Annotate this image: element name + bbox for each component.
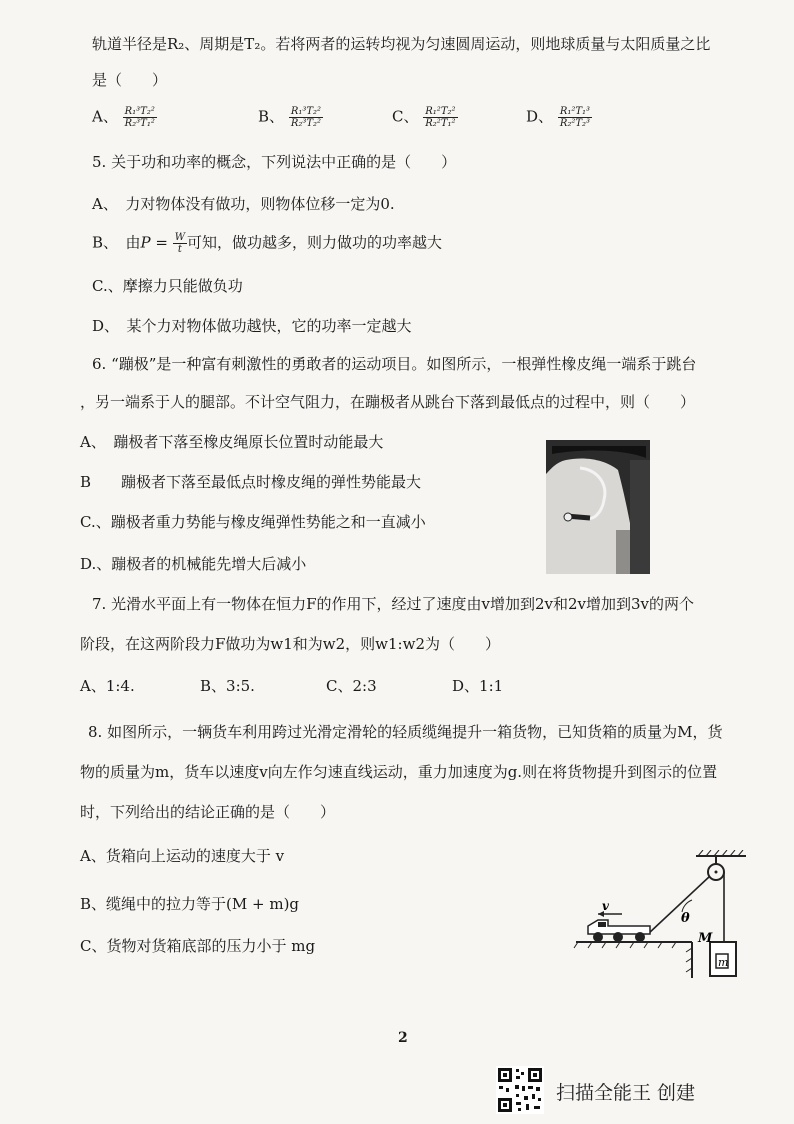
qr-code-icon (496, 1066, 544, 1114)
q5-power-fraction: $\frac{W}{t}$ (174, 232, 186, 255)
q5-option-a: A、 力对物体没有做功，则物体位移一定为0. (92, 195, 395, 213)
scanner-watermark: 扫描全能王 创建 (556, 1082, 696, 1104)
q4-option-d-fraction: $\frac{\text{R₁²T₁³}}{\text{R₂²T₂³}}$ (559, 106, 591, 129)
q5-option-d: D、 某个力对物体做功越快，它的功率一定越大 (92, 317, 412, 335)
q4-option-b-fraction: $\frac{\text{R₁³T₂²}}{\text{R₂³T₂²}}$ (290, 106, 322, 129)
q6-line2: ，另一端系于人的腿部。不计空气阻力，在蹦极者从跳台下落到最低点的过程中，则（ ） (80, 393, 696, 411)
q8-option-c: C、货物对货箱底部的压力小于 mg (80, 937, 316, 955)
q7-option-d: D、1:1 (452, 677, 504, 695)
q7-option-c: C、2:3 (326, 677, 377, 695)
cargo-mass-label: m (718, 956, 729, 969)
q6-option-d: D.、蹦极者的机械能先增大后减小 (80, 555, 307, 573)
q8-line2: 物的质量为m，货车以速度v向左作匀速直线运动，重力加速度为g.则在将货物提升到图示的位置 (80, 763, 718, 781)
theta-label: θ (681, 911, 690, 926)
q6-line1: 6. “蹦极”是一种富有刺激性的勇敢者的运动项目。如图所示，一根弹性橡皮绳一端系于跳台 (92, 355, 697, 373)
q4-option-a: A、 $\frac{\text{R₁³T₂²}}{\text{R₂³T₁²}}$ (92, 106, 155, 129)
q5-option-c: C.、摩擦力只能做负功 (92, 277, 243, 295)
velocity-label: v (602, 899, 609, 913)
q7-line2: 阶段，在这两阶段力F做功为w1和为w2，则w1:w2为（ ） (80, 635, 500, 653)
q4-option-a-fraction: $\frac{\text{R₁³T₂²}}{\text{R₂³T₁²}}$ (124, 106, 155, 129)
q6-option-a: A、 蹦极者下落至橡皮绳原长位置时动能最大 (80, 433, 384, 451)
q7-option-a: A、1:4. (80, 677, 135, 695)
q6-option-b: B 蹦极者下落至最低点时橡皮绳的弹性势能最大 (80, 473, 422, 491)
q4-option-c: C、 $\frac{\text{R₁²T₂²}}{\text{R₂²T₁²}}$ (392, 106, 456, 129)
q4-option-b: B、 $\frac{\text{R₁³T₂²}}{\text{R₂³T₂²}}$ (258, 106, 322, 129)
box-mass-label: M (698, 931, 713, 946)
q4-line1: 轨道半径是R₂、周期是T₂。若将两者的运转均视为匀速圆周运动，则地球质量与太阳质量之比 (92, 35, 711, 53)
bungee-jumper-image (546, 440, 650, 574)
q4-option-c-fraction: $\frac{\text{R₁²T₂²}}{\text{R₂²T₁²}}$ (425, 106, 456, 129)
q8-option-b: B、缆绳中的拉力等于(M + m)g (80, 895, 300, 913)
q4-option-d: D、 $\frac{\text{R₁²T₁³}}{\text{R₂²T₂³}}$ (526, 106, 591, 129)
q8-line3: 时，下列给出的结论正确的是（ ） (80, 803, 336, 821)
q7-option-b: B、3:5. (200, 677, 255, 695)
q4-line2: 是（ ） (92, 71, 168, 89)
q8-line1: 8. 如图所示，一辆货车利用跨过光滑定滑轮的轻质缆绳提升一箱货物，已知货箱的质量为M，货 (88, 723, 723, 741)
q8-option-a: A、货箱向上运动的速度大于 v (80, 847, 285, 865)
q5-option-b: B、 由P = $\frac{W}{t}$ 可知，做功越多，则力做功的功率越大 (92, 232, 443, 255)
q6-option-c: C.、蹦极者重力势能与橡皮绳弹性势能之和一直减小 (80, 513, 426, 531)
page-number: 2 (398, 1030, 408, 1046)
truck-pulley-diagram (568, 850, 748, 980)
q5-stem: 5. 关于功和功率的概念，下列说法中正确的是（ ） (92, 153, 457, 171)
q7-line1: 7. 光滑水平面上有一物体在恒力F的作用下，经过了速度由v增加到2v和2v增加到3v的两个 (92, 595, 695, 613)
